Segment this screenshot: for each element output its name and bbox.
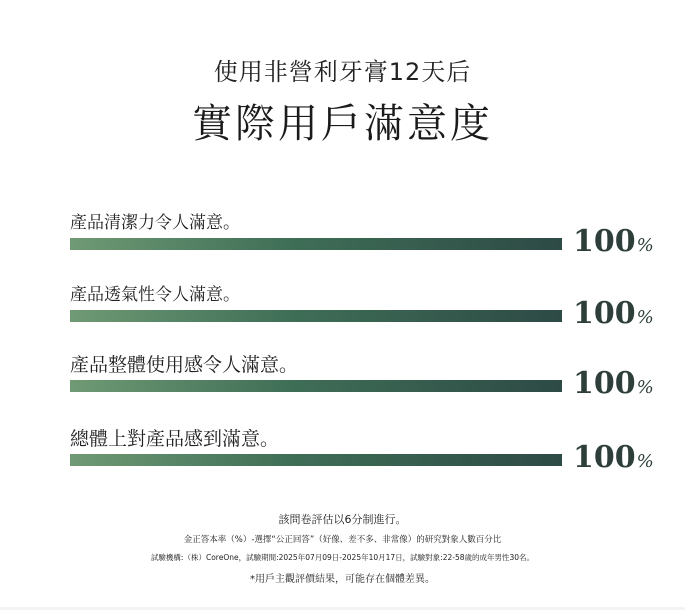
bar xyxy=(70,238,562,250)
bar-track xyxy=(70,380,562,392)
bar-value-number: 100 xyxy=(573,366,636,401)
bar-label: 產品清潔力令人滿意。 xyxy=(70,213,240,233)
bar xyxy=(70,454,562,466)
bar-value-label xyxy=(573,224,654,259)
bar-row xyxy=(0,350,685,420)
bar-label: 產品整體使用感令人滿意。 xyxy=(70,354,299,376)
bar-label: 產品透氣性令人滿意。 xyxy=(70,285,240,305)
bar-track xyxy=(70,310,562,322)
footnotes xyxy=(0,511,685,585)
bar-row xyxy=(0,280,685,350)
bar-value-label xyxy=(573,296,654,331)
chart-title: 實際用戶滿意度 xyxy=(192,101,493,147)
bar-value-label xyxy=(573,366,654,401)
bar-value-unit: % xyxy=(636,451,654,472)
bar xyxy=(70,310,562,322)
bar-value-number: 100 xyxy=(573,440,636,475)
footnote-scale: 該問卷評估以6分制進行。 xyxy=(278,513,407,526)
bar-value-unit: % xyxy=(636,235,654,256)
bar-track xyxy=(70,454,562,466)
bar-value-unit: % xyxy=(636,307,654,328)
footnote-test-info: 試驗機構:（株）CoreOne，試驗期間:2025年07月09日-2025年10月17日，試驗對象:22-58歲的成年男性30名。 xyxy=(150,553,535,562)
bar-value-number: 100 xyxy=(573,296,636,331)
bar-track xyxy=(70,238,562,250)
chart-subtitle: 使用非營利牙膏12天后 xyxy=(213,58,472,86)
bar xyxy=(70,380,562,392)
bar-value-label xyxy=(573,440,654,475)
bar-row xyxy=(0,424,685,494)
bar-value-number: 100 xyxy=(573,224,636,259)
bar-label: 總體上對產品感到滿意。 xyxy=(70,428,280,450)
footnote-rate-definition: 金正答本率（%）-選擇“公正回答”（好像、差不多、非常像）的研究對象人數百分比 xyxy=(183,535,502,545)
bar-value-unit: % xyxy=(636,377,654,398)
bar-row xyxy=(0,208,685,278)
footnote-disclaimer: *用戶主觀評價結果，可能存在個體差異。 xyxy=(250,574,435,585)
